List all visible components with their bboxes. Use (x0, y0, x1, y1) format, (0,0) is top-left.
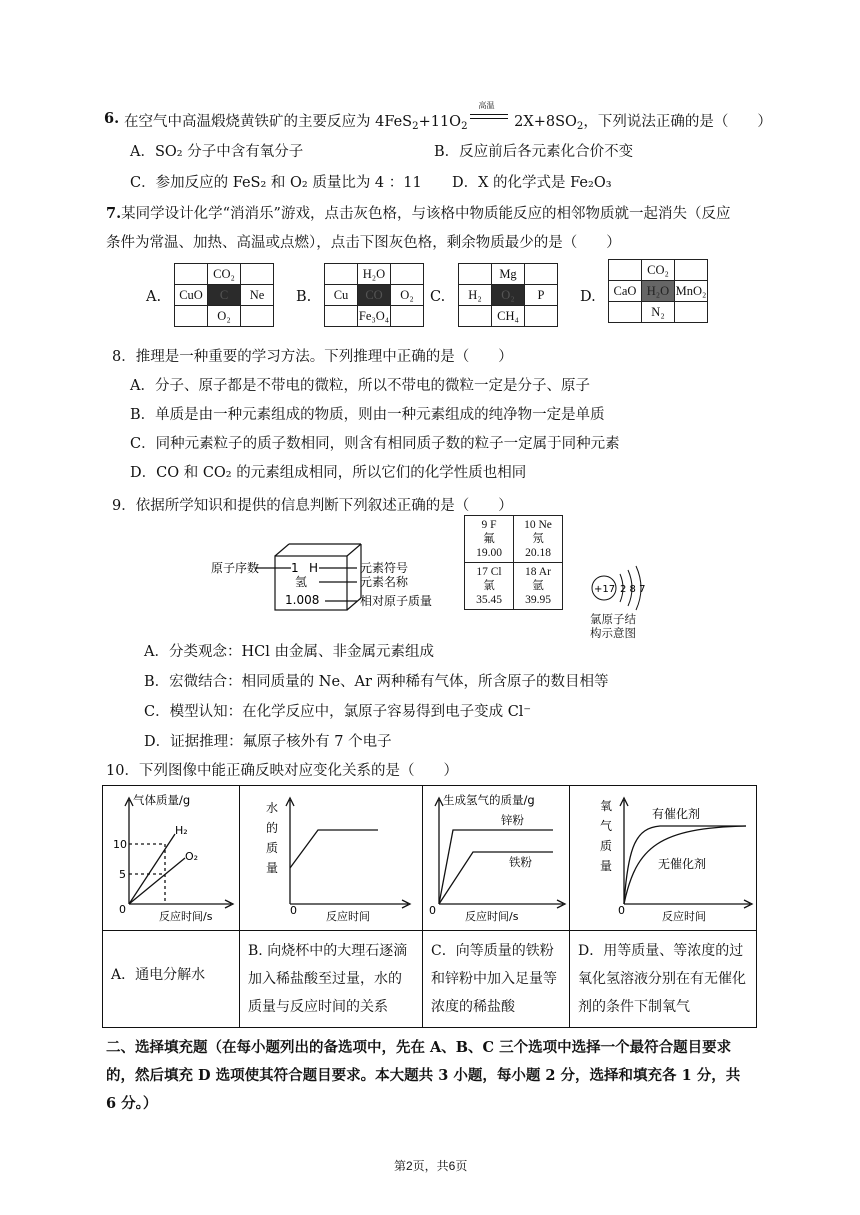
graph-a-y10: 10 (113, 838, 127, 851)
element-num: 9 (481, 519, 488, 531)
q7-grid-cell (675, 260, 708, 281)
cube-label-symbol: 元素符号 (360, 561, 409, 575)
caption-c: C．向等质量的铁粉和锌粉中加入足量等浓度的稀盐酸 (431, 943, 557, 1015)
q7-number: 7. (106, 205, 122, 222)
element-name: 氩 (532, 580, 544, 592)
q7-grid-label: A. (146, 289, 162, 305)
q7-grid-cell (241, 306, 274, 327)
graph-d-xlabel: 反应时间 (662, 910, 706, 923)
q6-stem: 在空气中高温煅烧黄铁矿的主要反应为 $4FeS_2+11O_2$ 高温 $2X+8SO_2$，下列说法正确的是（ ） (124, 101, 772, 132)
q7-grid (174, 263, 274, 327)
q6-stem-d: ，下列说法正确的是（ ） (583, 114, 772, 130)
q7-stem-line1 (106, 202, 730, 223)
graph-b-zero: 0 (290, 904, 297, 917)
q7-grid-cell: CO₂ (642, 260, 675, 281)
q6-stem-b: +11O (418, 114, 462, 130)
graph-a-o2: O₂ (185, 850, 199, 863)
element-cube-diagram (205, 538, 445, 618)
q8-stem: 8．推理是一种重要的学习方法。下列推理中正确的是（ ） (112, 349, 513, 365)
element-name: 氯 (483, 580, 495, 592)
q7-grid-cell: H₂O (358, 264, 391, 285)
element-mass: 35.45 (476, 594, 502, 606)
graph-a (103, 786, 239, 926)
q7-grid-cell (525, 306, 558, 327)
q7-grid-cell (391, 306, 424, 327)
q7-grid-cell: CaO (609, 281, 642, 302)
q7-grid-cell: MnO₂ (675, 281, 708, 302)
q7-grid-label: D. (580, 289, 596, 305)
element-cell (514, 563, 563, 610)
caption-a: A．通电分解水 (111, 967, 206, 983)
q7-grid-cell: O₂ (208, 306, 241, 327)
element-mass: 19.00 (476, 547, 502, 559)
periodic-table-excerpt (464, 515, 563, 610)
cube-label-name: 元素名称 (360, 575, 409, 589)
graph-b-cell (240, 786, 423, 931)
q6-option-c: C．参加反应的 FeS₂ 和 O₂ 质量比为 4 ：11 (130, 175, 422, 191)
atom-caption-line2: 构示意图 (590, 626, 636, 640)
q7-grid-cell: CH₄ (492, 306, 525, 327)
q7-grid-cell (675, 302, 708, 323)
graph-a-xlabel: 反应时间/s (159, 910, 213, 923)
q7-grid-cell (459, 264, 492, 285)
element-name: 氟 (483, 533, 495, 545)
q7-grid-label: C. (430, 289, 446, 305)
q8-option-a: A．分子、原子都是不带电的微粒，所以不带电的微粒一定是分子、原子 (130, 378, 590, 394)
element-num: 17 (476, 566, 488, 578)
q7-grid-gray-cell: O₂ (492, 285, 525, 306)
q7-grid-cell (391, 264, 424, 285)
reaction-arrow (470, 101, 508, 122)
element-cell (514, 516, 563, 563)
q7-grid-label: B. (296, 289, 312, 305)
q7-grid-cell: Mg (492, 264, 525, 285)
q7-grid-cell (175, 264, 208, 285)
q7-grid-cell (609, 260, 642, 281)
q7-grid (458, 263, 558, 327)
cube-number: 1 (291, 561, 299, 575)
page-footer: 第2页，共6页 (394, 1159, 468, 1173)
element-mass: 39.95 (525, 594, 551, 606)
q7-grid-cell: Fe₃O₄ (358, 306, 391, 327)
graph-a-h2: H₂ (175, 824, 188, 837)
element-mass: 20.18 (525, 547, 551, 559)
q8-option-d: D．CO 和 CO₂ 的元素组成相同，所以它们的化学性质也相同 (130, 465, 527, 481)
graph-d-nocatalyst: 无催化剂 (658, 857, 707, 871)
q7-grid (608, 259, 708, 323)
graph-d-zero: 0 (618, 904, 625, 917)
q7-grid-gray-cell: H₂O (642, 281, 675, 302)
atom-shells: 2 8 7 (620, 584, 646, 595)
q9-option-b: B．宏微结合：相同质量的 Ne、Ar 两种稀有气体，所含原子的数目相等 (144, 674, 609, 690)
cube-symbol: H (309, 561, 319, 575)
atom-nucleus: +17 (594, 584, 616, 595)
atom-caption (590, 612, 636, 640)
cube-label-atomic-number: 原子序数 (211, 561, 260, 575)
q7-grid-cell: N₂ (642, 302, 675, 323)
graph-d (570, 786, 756, 926)
cube-label-mass: 相对原子质量 (360, 594, 433, 608)
graph-c-iron: 铁粉 (509, 855, 532, 869)
element-sym: F (490, 519, 497, 531)
q7-grid-cell: CO₂ (208, 264, 241, 285)
atom-caption-line1: 氯原子结 (590, 612, 636, 626)
graph-b (240, 786, 422, 926)
q7-stem-line2: 条件为常温、加热、高温或点燃），点击下图灰色格，剩余物质最少的是（ ） (106, 235, 621, 251)
q7-grid-cell (525, 264, 558, 285)
q7-grid-cell (241, 264, 274, 285)
graph-c-zinc: 锌粉 (501, 813, 524, 827)
element-sym: Cl (490, 566, 502, 578)
graph-a-cell (103, 786, 240, 931)
q7-grid-cell: Cu (325, 285, 358, 306)
q6-option-a: A．SO₂ 分子中含有氧分子 (130, 144, 304, 160)
graph-d-ylabel-text: 氧气质量 (600, 799, 613, 873)
q6-option-d: D．X 的化学式是 Fe₂O₃ (452, 175, 612, 191)
graph-d-catalyst: 有催化剂 (652, 807, 701, 821)
q6-option-b: B．反应前后各元素化合价不变 (434, 144, 634, 160)
q9-stem: 9．依据所学知识和提供的信息判断下列叙述正确的是（ ） (112, 498, 513, 514)
element-name: 氖 (532, 533, 544, 545)
caption-b: B. 向烧杯中的大理石逐滴加入稀盐酸至过量，水的质量与反应时间的关系 (248, 943, 408, 1015)
q7-grid-cell (459, 306, 492, 327)
caption-b-cell (240, 931, 423, 1028)
q9-option-a: A．分类观念：HCl 由金属、非金属元素组成 (144, 644, 434, 660)
q6-number: 6. (104, 110, 120, 127)
element-sym: Ar (538, 566, 551, 578)
q7-grid-cell: CuO (175, 285, 208, 306)
q7-grid-cell: H₂ (459, 285, 492, 306)
q9-option-c: C．模型认知：在化学反应中，氯原子容易得到电子变成 Cl⁻ (144, 704, 532, 720)
graph-a-ylabel: 气体质量/g (133, 793, 191, 807)
q10-stem: 10．下列图像中能正确反映对应变化关系的是（ ） (106, 763, 458, 779)
cube-mass: 1.008 (285, 593, 320, 607)
q7-grid-cell: Ne (241, 285, 274, 306)
q6-stem-a: 在空气中高温煅烧黄铁矿的主要反应为 4FeS (124, 114, 413, 130)
q7-stem-line1-text: 某同学设计化学“消消乐”游戏，点击灰色格，与该格中物质能反应的相邻物质就一起消失（反应 (121, 206, 731, 222)
caption-a-cell (103, 931, 240, 1028)
q7-grid-cell (175, 306, 208, 327)
element-num: 10 (524, 519, 536, 531)
element-num: 18 (525, 566, 537, 578)
section2-heading: 二、选择填充题（在每小题列出的备选项中，先在 A、B、C 三个选项中选择一个最符合题目要求的，然后填充 D 选项使其符合题目要求。本大题共 3 小题，每小题 2 分，选择和填充各 1 分，共 6 分。） (106, 1039, 741, 1112)
graph-b-xlabel: 反应时间 (326, 910, 370, 923)
element-cell (465, 516, 514, 563)
element-sym: Ne (538, 519, 552, 531)
q7-grid-gray-cell: CO (358, 285, 391, 306)
graph-c-ylabel: 生成氢气的质量/g (443, 793, 535, 807)
graph-c (423, 786, 569, 926)
q6-stem-c: 2X+8SO (509, 114, 577, 130)
caption-c-cell (423, 931, 570, 1028)
graph-c-zero: 0 (429, 904, 436, 917)
cube-name: 氢 (295, 575, 308, 589)
q7-grid (324, 263, 424, 327)
chlorine-atom-structure (586, 562, 666, 612)
caption-d-cell (570, 931, 757, 1028)
q8-option-b: B．单质是由一种元素组成的物质，则由一种元素组成的纯净物一定是单质 (130, 407, 605, 423)
q7-grid-cell (609, 302, 642, 323)
graph-b-ylabel (266, 800, 278, 875)
q10-graph-table (102, 785, 757, 1028)
graph-b-ylabel-text: 水的质量 (266, 801, 279, 875)
graph-a-y5: 5 (119, 868, 126, 881)
q7-grid-cell: O₂ (391, 285, 424, 306)
caption-d: D．用等质量、等浓度的过氧化氢溶液分别在有无催化剂的条件下制氧气 (578, 943, 746, 1015)
graph-a-zero: 0 (119, 903, 126, 916)
reaction-condition: 高温 (478, 101, 495, 110)
q8-option-c: C．同种元素粒子的质子数相同，则含有相同质子数的粒子一定属于同种元素 (130, 436, 620, 452)
q9-option-d: D．证据推理：氟原子核外有 7 个电子 (144, 734, 392, 750)
graph-c-cell (423, 786, 570, 931)
graph-c-xlabel: 反应时间/s (465, 910, 519, 923)
q7-grid-cell (325, 264, 358, 285)
q7-grid-cell (325, 306, 358, 327)
q7-grid-gray-cell: C (208, 285, 241, 306)
element-cell (465, 563, 514, 610)
q7-grid-cell: P (525, 285, 558, 306)
graph-d-cell (570, 786, 757, 931)
